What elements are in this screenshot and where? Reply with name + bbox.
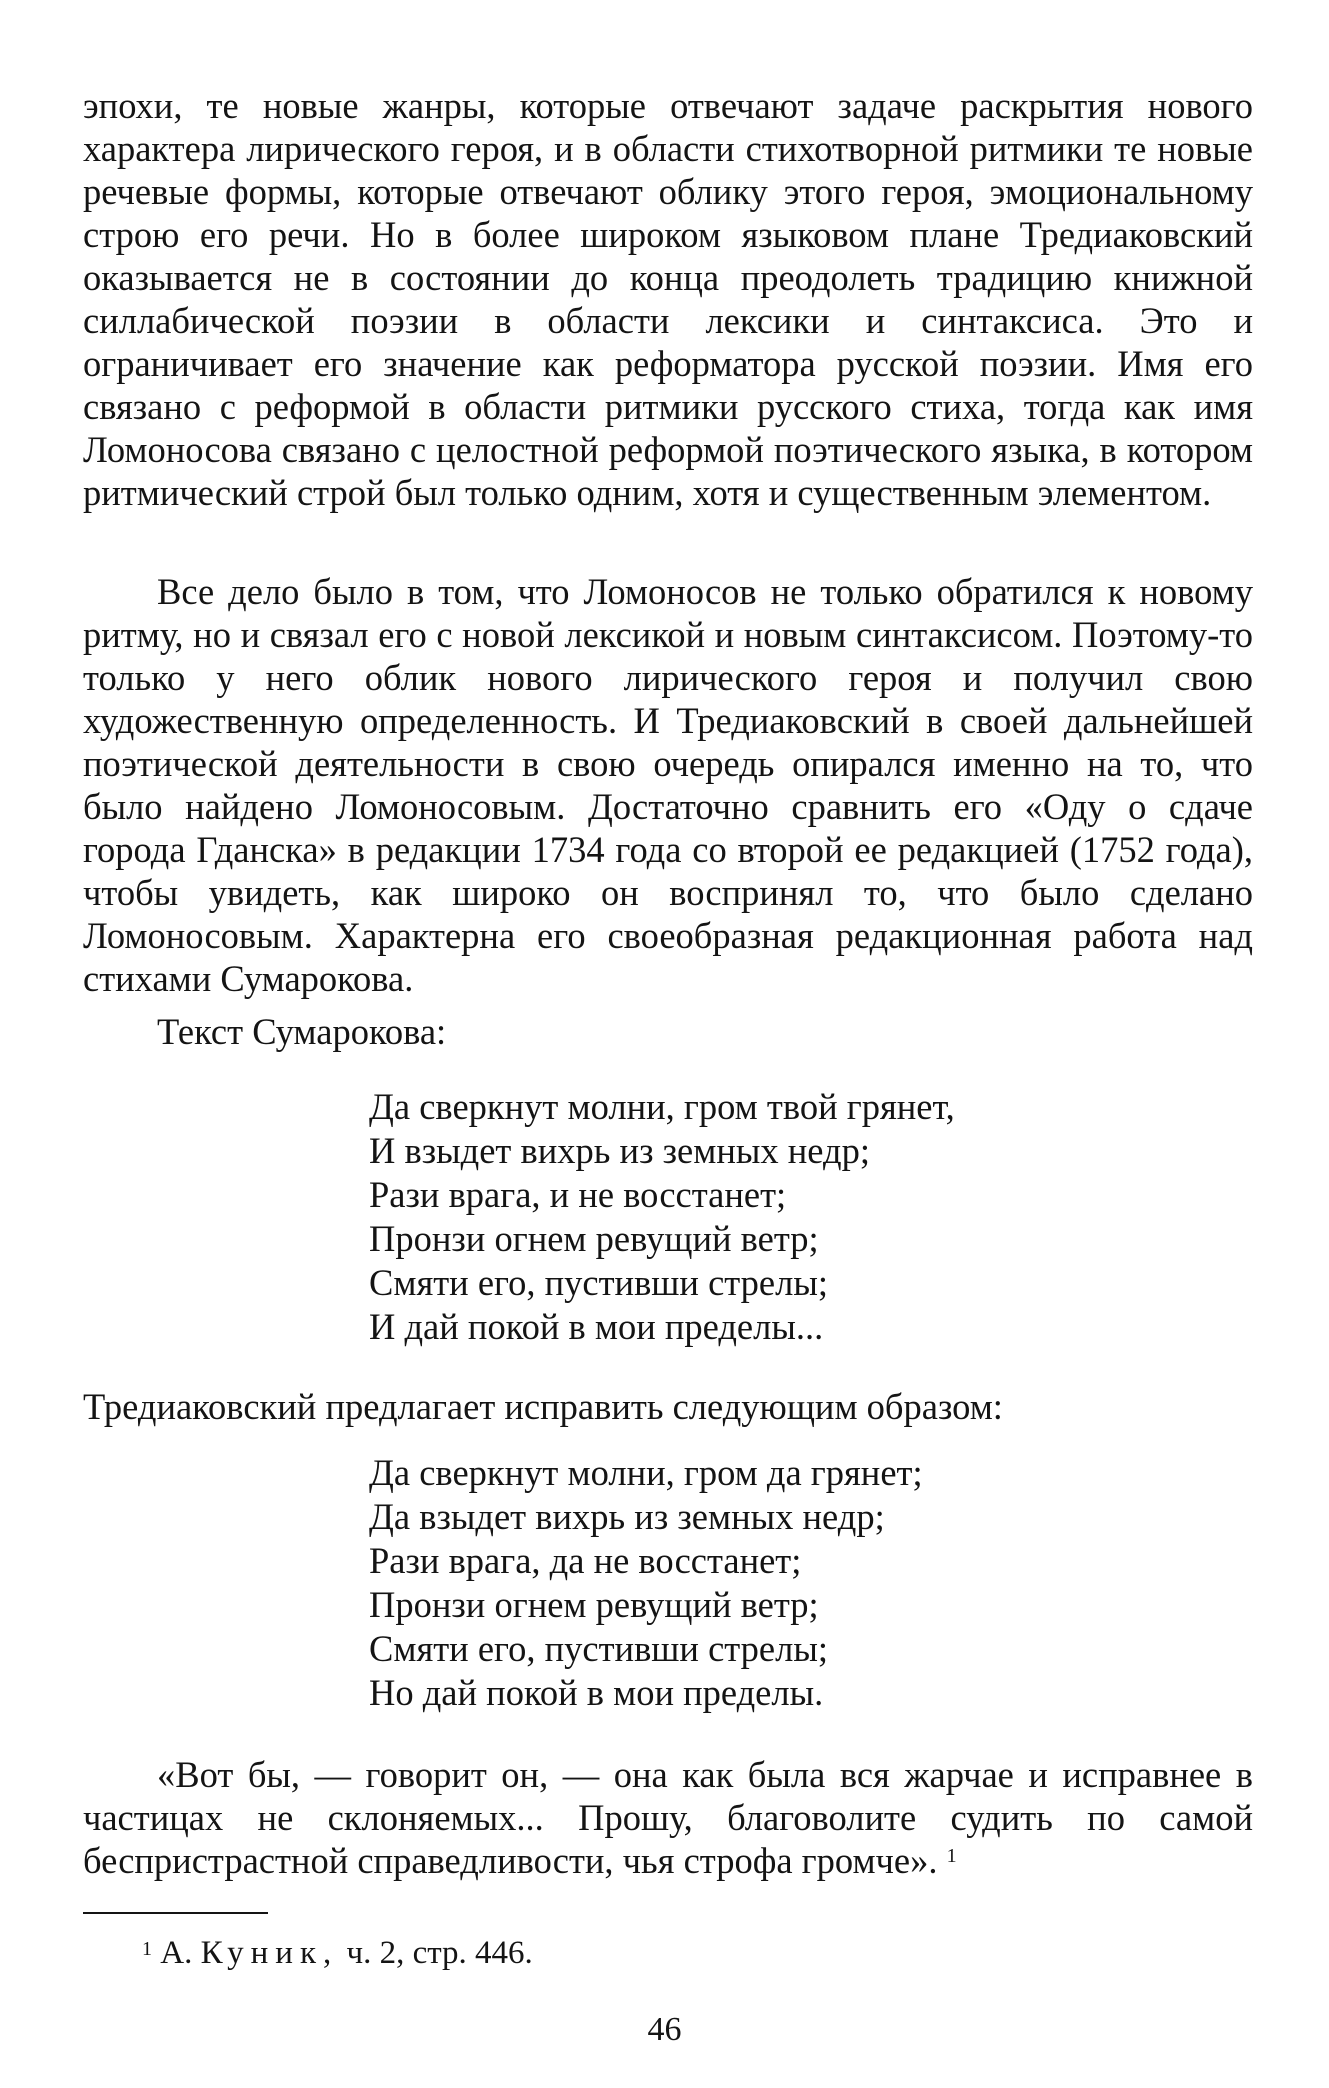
poem-line: Но дай покой в мои пределы. xyxy=(369,1672,824,1713)
poem-line: И взыдет вихрь из земных недр; xyxy=(369,1130,870,1171)
footnote-divider xyxy=(83,1912,268,1914)
page-number: 46 xyxy=(647,2011,682,2048)
sumarokov-poem xyxy=(369,1085,955,1349)
paragraph-3-text: «Вот бы, — говорит он, — она как была вся жарчае и исправнее в частицах не склоняемых... Прошу, благоволите судить по самой беспристрастной справедливости, чья строфа громче». xyxy=(83,1754,1253,1881)
paragraph-3 xyxy=(83,1753,1253,1882)
footnote-source: ч. 2, стр. 446. xyxy=(346,1935,533,1971)
poem-line: Рази врага, и не восстанет; xyxy=(369,1174,787,1215)
paragraph-1: эпохи, те новые жанры, которые отвечают задаче раскрытия нового характера лирического героя, и в области стихотворной ритмики те новые речевые формы, которые отвечают облику этого героя, эмоциональному строю его речи. Но в более широком языковом плане Тредиаковский оказывается не в состоянии до конца преодолеть традицию книжной силлабической поэзии в области лексики и синтаксиса. Это и ограничивает его значение как реформатора русской поэзии. Имя его связано с реформой в области ритмики русского стиха, тогда как имя Ломоносова связано с целостной реформой поэтического языка, в котором ритмический строй был только одним, хотя и существенным элементом. xyxy=(83,85,1253,513)
poem-line: Да взыдет вихрь из земных недр; xyxy=(369,1496,885,1537)
poem-line: Да сверкнут молни, гром да грянет; xyxy=(369,1452,923,1493)
trediakovsky-poem xyxy=(369,1451,923,1715)
footnote-author: Куник, xyxy=(200,1935,339,1971)
poem-line: Рази врага, да не восстанет; xyxy=(369,1540,802,1581)
poem-line: Пронзи огнем ревущий ветр; xyxy=(369,1584,819,1625)
footnote-initial: А. xyxy=(160,1935,193,1971)
poem-line: Да сверкнут молни, гром твой грянет, xyxy=(369,1086,955,1127)
poem-line: Пронзи огнем ревущий ветр; xyxy=(369,1218,819,1259)
poem-line: И дай покой в мои пределы... xyxy=(369,1306,824,1347)
trediakovsky-intro: Тредиаковский предлагает исправить следующим образом: xyxy=(83,1386,1003,1427)
footnote-reference: 1 xyxy=(946,1845,957,1867)
paragraph-2: Все дело было в том, что Ломоносов не только обратился к новому ритму, но и связал его с новой лексикой и новым синтаксисом. Поэтому-то только у него облик нового лирического героя и получил свою художественную определенность. И Тредиаковский в своей дальнейшей поэтической деятельности в свою очередь опирался именно на то, что было найдено Ломоносовым. Достаточно сравнить его «Оду о сдаче города Гданска» в редакции 1734 года со второй ее редакцией (1752 года), чтобы увидеть, как широко он воспринял то, что было сделано Ломоносовым. Характерна его своеобразная редакционная работа над стихами Сумарокова. xyxy=(83,571,1253,999)
footnote xyxy=(142,1933,533,1973)
footnote-marker: 1 xyxy=(142,1938,152,1960)
sumarokov-intro: Текст Сумарокова: xyxy=(157,1011,447,1052)
poem-line: Смяти его, пустивши стрелы; xyxy=(369,1628,828,1669)
poem-line: Смяти его, пустивши стрелы; xyxy=(369,1262,828,1303)
